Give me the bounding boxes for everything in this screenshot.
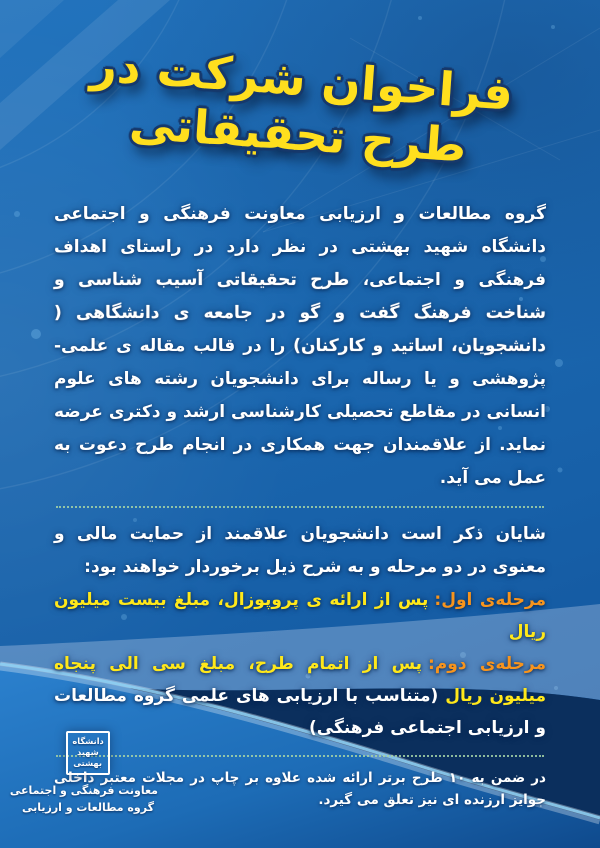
- university-seal-icon: [66, 731, 110, 775]
- poster-title: فراخوان شرکت در طرح تحقیقاتی: [89, 37, 515, 173]
- support-paragraph: شایان ذکر است دانشجویان علاقمند از حمایت مالی و معنوی در دو مرحله و به شرح ذیل برخوردار خواهند بود:: [54, 524, 546, 577]
- org-line-group: گروه مطالعات و ارزیابی: [21, 801, 155, 814]
- dotted-divider-top: [56, 506, 544, 508]
- intro-text-a: گروه مطالعات و ارزیابی معاونت فرهنگی و اجتماعی دانشگاه شهید بهشتی در نظر دارد در راستای اهداف فرهنگی و اجتماعی،: [54, 204, 546, 290]
- stage-two-suffix: (متناسب با ارزیابی های علمی گروه مطالعات و ارزیابی اجتماعی فرهنگی): [54, 686, 546, 738]
- intro-text-b: را در قالب مقاله ی علمی-پژوهشی و یا رساله برای دانشجویان رشته های علوم انسانی در مقاطع تحصیلی کارشناسی ارشد و دکتری عرضه نماید. از علاقمندان جهت همکاری در انجام طرح دعوت به عمل می آید.: [54, 336, 546, 488]
- intro-text-bold: طرح تحقیقاتی آسیب شناسی و شناخت فرهنگ گفت و گو در جامعه ی دانشگاهی ( دانشجویان، اساتید و کارکنان): [54, 270, 546, 356]
- stage-one-label: مرحله‌ی اول:: [434, 590, 546, 610]
- footer-logo: [9, 731, 158, 816]
- seal-text-line1: دانشگاه: [72, 736, 104, 747]
- footnote-line: در ضمن به ۱۰ طرح برتر ارائه شده علاوه بر چاپ در مجلات معتبر داخلی جوایز ارزنده ای نیز تعلق می گیرد.: [54, 770, 546, 808]
- seal-text-line2: شهید: [77, 747, 99, 758]
- university-seal-wrap: [18, 731, 158, 782]
- seal-text-line3: بهشتی: [73, 758, 103, 769]
- stage-two-line: [54, 648, 546, 744]
- stage-one-text: پس از ارائه ی پروپوزال، مبلغ بیست میلیون ریال: [54, 590, 546, 642]
- org-line-deputy: معاونت فرهنگی و اجتماعی: [9, 784, 158, 797]
- intro-paragraph: [54, 198, 546, 495]
- stage-two-label: مرحله‌ی دوم:: [428, 654, 546, 674]
- stage-two-text: پس از اتمام طرح، مبلغ سی الی پنجاه میلیون ریال: [54, 654, 547, 706]
- stage-one-line: [54, 584, 546, 648]
- poster-body: [54, 198, 546, 811]
